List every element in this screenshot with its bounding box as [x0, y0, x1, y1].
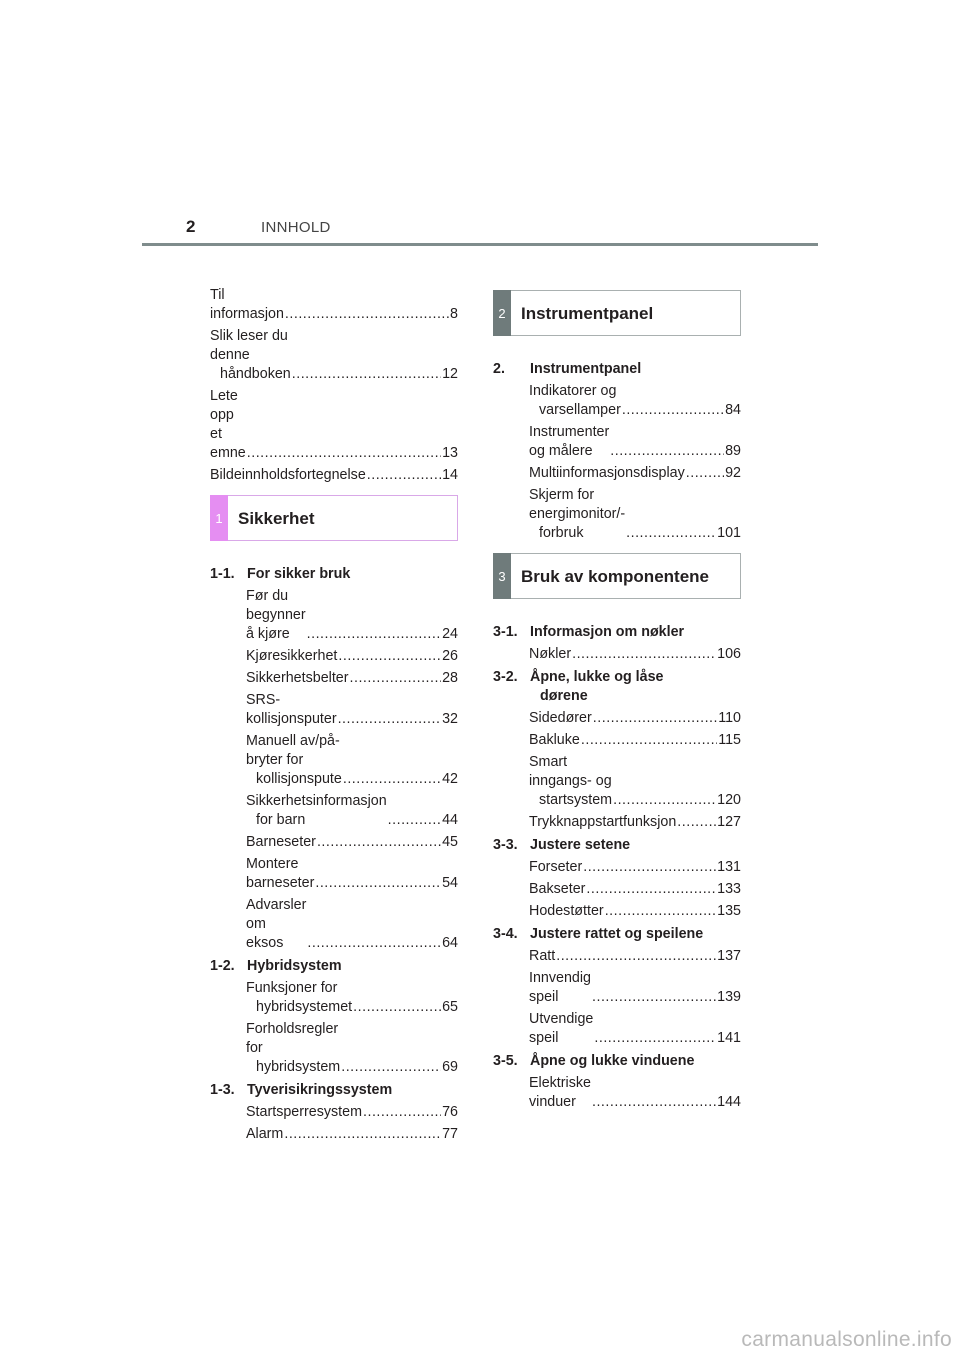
toc-entry-label — [246, 1125, 283, 1144]
toc-page-number: 64 — [442, 935, 458, 951]
toc-page-number: 139 — [717, 989, 741, 1005]
toc-entry[interactable] — [493, 1010, 741, 1048]
toc-page-number: 24 — [442, 626, 458, 642]
dot-leader — [581, 731, 717, 750]
dot-leader — [593, 709, 717, 728]
toc-entry[interactable] — [493, 969, 741, 1007]
section-heading[interactable] — [493, 925, 741, 944]
section-number: 1-1. — [210, 566, 235, 582]
toc-entry[interactable] — [210, 286, 458, 324]
toc-entry-label — [529, 382, 621, 420]
toc-entry-line: Alarm — [246, 1126, 284, 1142]
toc-entry-line: Skjerm for energimonitor/- — [529, 487, 626, 522]
toc-page-number: 135 — [717, 903, 741, 919]
dot-leader — [363, 1103, 441, 1122]
toc-entry-label — [246, 1020, 340, 1077]
toc-entry-label — [529, 947, 555, 966]
toc-page-number: 131 — [717, 859, 741, 875]
toc-entry-line: Indikatorer og — [529, 383, 617, 399]
toc-entry-label — [529, 858, 582, 877]
section-title — [530, 360, 641, 379]
toc-entry-line: håndboken — [220, 366, 291, 382]
toc-page-number: 42 — [442, 771, 458, 787]
section-title — [530, 836, 630, 855]
toc-entry-line: varsellamper — [539, 402, 621, 418]
toc-entry-label — [246, 691, 337, 729]
toc-entry-label — [246, 647, 337, 666]
toc-entry-line: Før du begynner å kjøre — [246, 588, 306, 642]
toc-entry-label — [529, 880, 585, 899]
toc-entry[interactable] — [493, 947, 741, 966]
toc-entry-line: Montere barneseter — [246, 856, 315, 891]
toc-entry-line: Multiinformasjonsdisplay — [529, 465, 685, 481]
toc-entry-line: Sidedører — [529, 710, 592, 726]
section-title-line: For sikker bruk — [247, 566, 351, 582]
toc-entry-label — [246, 855, 314, 893]
section-number: 3-4. — [493, 926, 518, 942]
toc-entry-label — [246, 833, 316, 852]
dot-leader — [613, 791, 716, 810]
toc-entry[interactable] — [210, 327, 458, 384]
dot-leader — [586, 880, 716, 899]
section-title — [247, 957, 342, 976]
section-heading[interactable] — [493, 836, 741, 855]
section-title — [247, 1081, 392, 1100]
toc-entry[interactable] — [210, 1125, 458, 1144]
toc-entry-line: Smart inngangs- og — [529, 754, 612, 789]
toc-entry-label — [529, 486, 625, 543]
toc-entry-line: Manuell av/på-bryter for — [246, 733, 340, 768]
toc-entry[interactable] — [493, 709, 741, 728]
toc-entry-line: Bakseter — [529, 881, 586, 897]
toc-entry-line: Nøkler — [529, 646, 572, 662]
toc-entry[interactable] — [210, 1020, 458, 1077]
toc-page-number: 14 — [442, 467, 458, 483]
section-number: 1-3. — [210, 1082, 235, 1098]
toc-page-number: 120 — [717, 792, 741, 808]
toc-entry[interactable] — [210, 387, 458, 463]
chapter-tab: 2 — [493, 290, 511, 336]
toc-page-number: 69 — [442, 1059, 458, 1075]
chapter-tab: 1 — [210, 495, 228, 541]
toc-page-number: 8 — [450, 306, 458, 322]
toc-entry[interactable] — [210, 1103, 458, 1122]
toc-entry-line: Bakluke — [529, 732, 580, 748]
toc-entry-line: Innvendig speil — [529, 970, 592, 1005]
toc-entry-line: Trykknappstartfunksjon — [529, 814, 677, 830]
toc-entry-line: Forseter — [529, 859, 583, 875]
dot-leader — [556, 947, 716, 966]
page-number: 2 — [186, 217, 196, 236]
toc-entry-label — [246, 587, 306, 644]
dot-leader — [677, 813, 716, 832]
dot-leader — [367, 466, 441, 485]
toc-entry-line: Ratt — [529, 948, 556, 964]
toc-page-number: 84 — [725, 402, 741, 418]
dot-leader — [307, 625, 441, 644]
toc-entry[interactable] — [493, 731, 741, 750]
chapter-title: Sikkerhet — [238, 508, 315, 528]
toc-entry-label — [246, 732, 342, 789]
watermark: carmanualsonline.info — [741, 1328, 952, 1351]
toc-entry-line: Advarsler om eksos — [246, 897, 307, 951]
toc-entry-label — [529, 1074, 591, 1112]
toc-page-number: 115 — [718, 732, 741, 748]
chapter-3-sections — [493, 623, 741, 1112]
dot-leader — [605, 902, 716, 921]
toc-entry-label — [529, 731, 580, 750]
toc-entry[interactable] — [493, 753, 741, 810]
toc-entry-label — [529, 753, 612, 810]
dot-leader — [583, 858, 716, 877]
dot-leader — [353, 998, 441, 1017]
toc-entry-label — [246, 979, 352, 1017]
section-title-line: Tyverisikringssystem — [247, 1082, 393, 1098]
toc-entry[interactable] — [210, 792, 458, 830]
dot-leader — [572, 645, 716, 664]
toc-entry[interactable] — [210, 855, 458, 893]
toc-page-number: 45 — [442, 834, 458, 850]
toc-entry-line: Til informasjon — [210, 287, 284, 322]
toc-page-number: 77 — [442, 1126, 458, 1142]
toc-intro-list — [210, 286, 458, 485]
toc-page-number: 32 — [442, 711, 458, 727]
toc-entry-label — [210, 466, 366, 485]
section-heading[interactable] — [493, 1052, 741, 1071]
toc-entry-line: hybridsystem — [256, 1059, 341, 1075]
toc-page-number: 133 — [717, 881, 741, 897]
chapter-1-sections — [210, 565, 458, 1144]
toc-page-number: 144 — [717, 1094, 741, 1110]
toc-entry[interactable] — [493, 464, 741, 483]
toc-entry[interactable] — [210, 587, 458, 644]
toc-entry-label — [246, 792, 387, 830]
toc-page-number: 13 — [442, 445, 458, 461]
toc-entry-label — [529, 1010, 593, 1048]
toc-entry[interactable] — [210, 979, 458, 1017]
dot-leader — [315, 874, 441, 893]
section-number: 3-1. — [493, 624, 518, 640]
dot-leader — [307, 934, 441, 953]
toc-entry-label — [246, 896, 306, 953]
toc-entry-line: Elektriske vinduer — [529, 1075, 591, 1110]
toc-entry-line: for barn — [256, 812, 306, 828]
section-heading[interactable] — [493, 668, 741, 706]
toc-page-number: 106 — [717, 646, 741, 662]
dot-leader — [594, 1029, 716, 1048]
toc-entry[interactable] — [493, 382, 741, 420]
toc-entry[interactable] — [493, 1074, 741, 1112]
toc-entry-label — [529, 423, 609, 461]
chapter-1-box[interactable] — [210, 495, 458, 541]
section-heading[interactable] — [210, 565, 458, 584]
toc-page-number: 137 — [717, 948, 741, 964]
section-number: 3-3. — [493, 837, 518, 853]
toc-entry-label — [529, 813, 676, 832]
chapter-title: Bruk av komponentene — [521, 566, 709, 586]
toc-entry[interactable] — [493, 645, 741, 664]
toc-entry-label — [529, 709, 592, 728]
section-title — [247, 565, 350, 584]
toc-page-number: 141 — [717, 1030, 741, 1046]
dot-leader — [350, 669, 442, 688]
toc-page-number: 127 — [717, 814, 741, 830]
toc-entry-line: Startsperresystem — [246, 1104, 362, 1120]
section-title-line: dørene — [540, 688, 588, 704]
section-title — [530, 1052, 694, 1071]
toc-page-number: 54 — [442, 875, 458, 891]
toc-entry-line: Hodestøtter — [529, 903, 604, 919]
section-title — [530, 925, 703, 944]
toc-entry-label — [529, 969, 591, 1007]
toc-entry[interactable] — [210, 647, 458, 666]
dot-leader — [338, 647, 441, 666]
toc-entry[interactable] — [210, 732, 458, 789]
toc-page-number: 12 — [442, 366, 458, 382]
dot-leader — [592, 1093, 716, 1112]
dot-leader — [343, 770, 441, 789]
toc-entry-line: Kjøresikkerhet — [246, 648, 338, 664]
toc-entry-label — [246, 1103, 362, 1122]
toc-left-column — [210, 286, 458, 1147]
section-title-line: Åpne og lukke vinduene — [530, 1053, 695, 1069]
dot-leader — [341, 1058, 441, 1077]
toc-page-number: 44 — [442, 812, 458, 828]
toc-page-number: 65 — [442, 999, 458, 1015]
toc-entry-line: Instrumenter og målere — [529, 424, 610, 459]
toc-entry-label — [246, 669, 349, 688]
dot-leader — [284, 1125, 441, 1144]
toc-entry-line: Bildeinnholdsfortegnelse — [210, 467, 366, 483]
toc-entry[interactable] — [210, 833, 458, 852]
toc-entry-line: SRS-kollisjonsputer — [246, 692, 337, 727]
toc-entry-line: Forholdsregler for — [246, 1021, 339, 1056]
dot-leader — [610, 442, 724, 461]
section-title-line: Justere setene — [530, 837, 631, 853]
toc-entry-line: Sikkerhetsbelter — [246, 670, 349, 686]
toc-entry[interactable] — [493, 423, 741, 461]
dot-leader — [388, 811, 441, 830]
section-title-line: Informasjon om nøkler — [530, 624, 685, 640]
toc-entry-line: Lete opp et emne — [210, 388, 246, 461]
section-heading[interactable] — [210, 957, 458, 976]
toc-page-number: 101 — [717, 525, 741, 541]
section-heading[interactable] — [210, 1081, 458, 1100]
section-number: 3-2. — [493, 669, 518, 685]
header-divider — [142, 243, 818, 246]
toc-right-column — [493, 286, 741, 1115]
section-title — [530, 623, 684, 642]
toc-entry[interactable] — [493, 813, 741, 832]
dot-leader — [686, 464, 724, 483]
section-title — [530, 668, 663, 706]
toc-entry-label — [210, 327, 291, 384]
dot-leader — [626, 524, 716, 543]
section-heading[interactable] — [493, 623, 741, 642]
toc-entry-label — [210, 286, 284, 324]
section-number: 1-2. — [210, 958, 235, 974]
section-number: 3-5. — [493, 1053, 518, 1069]
section-title-line: Justere rattet og speilene — [530, 926, 704, 942]
toc-entry-label — [210, 387, 246, 463]
toc-entry-label — [529, 645, 571, 664]
toc-page-number: 26 — [442, 648, 458, 664]
chapter-2-box[interactable] — [493, 290, 741, 336]
toc-entry-line: hybridsystemet — [256, 999, 353, 1015]
chapter-2-sections — [493, 360, 741, 543]
toc-page-number: 110 — [718, 710, 741, 726]
page-title: INNHOLD — [261, 219, 331, 236]
chapter-title: Instrumentpanel — [521, 303, 654, 323]
toc-entry-line: Sikkerhetsinformasjon — [246, 793, 387, 809]
toc-entry[interactable] — [493, 486, 741, 543]
dot-leader — [592, 988, 716, 1007]
toc-entry-label — [529, 464, 685, 483]
dot-leader — [317, 833, 441, 852]
toc-entry-label — [529, 902, 604, 921]
toc-entry[interactable] — [210, 896, 458, 953]
toc-entry-line: Slik leser du denne — [210, 328, 288, 363]
toc-entry-line: Utvendige speil — [529, 1011, 594, 1046]
chapter-3-box[interactable] — [493, 553, 741, 599]
toc-entry[interactable] — [493, 858, 741, 877]
toc-entry[interactable] — [493, 902, 741, 921]
dot-leader — [622, 401, 724, 420]
toc-page-number: 76 — [442, 1104, 458, 1120]
toc-page-number: 92 — [725, 465, 741, 481]
chapter-tab: 3 — [493, 553, 511, 599]
toc-entry-line: Barneseter — [246, 834, 316, 850]
section-title-line: Åpne, lukke og låse — [530, 669, 664, 685]
toc-entry[interactable] — [493, 880, 741, 899]
section-title-line: Instrumentpanel — [530, 361, 642, 377]
dot-leader — [285, 305, 449, 324]
section-title-line: Hybridsystem — [247, 958, 342, 974]
toc-entry-line: forbruk — [539, 525, 584, 541]
dot-leader — [338, 710, 442, 729]
toc-entry-line: kollisjonspute — [256, 771, 342, 787]
toc-entry[interactable] — [210, 691, 458, 729]
section-number: 2. — [493, 361, 505, 377]
toc-entry[interactable] — [210, 466, 458, 485]
toc-page-number: 89 — [725, 443, 741, 459]
toc-page-number: 28 — [442, 670, 458, 686]
section-heading[interactable] — [493, 360, 741, 379]
toc-entry-line: Funksjoner for — [246, 980, 338, 996]
toc-entry-line: startsystem — [539, 792, 613, 808]
dot-leader — [247, 444, 441, 463]
dot-leader — [292, 365, 441, 384]
toc-entry[interactable] — [210, 669, 458, 688]
